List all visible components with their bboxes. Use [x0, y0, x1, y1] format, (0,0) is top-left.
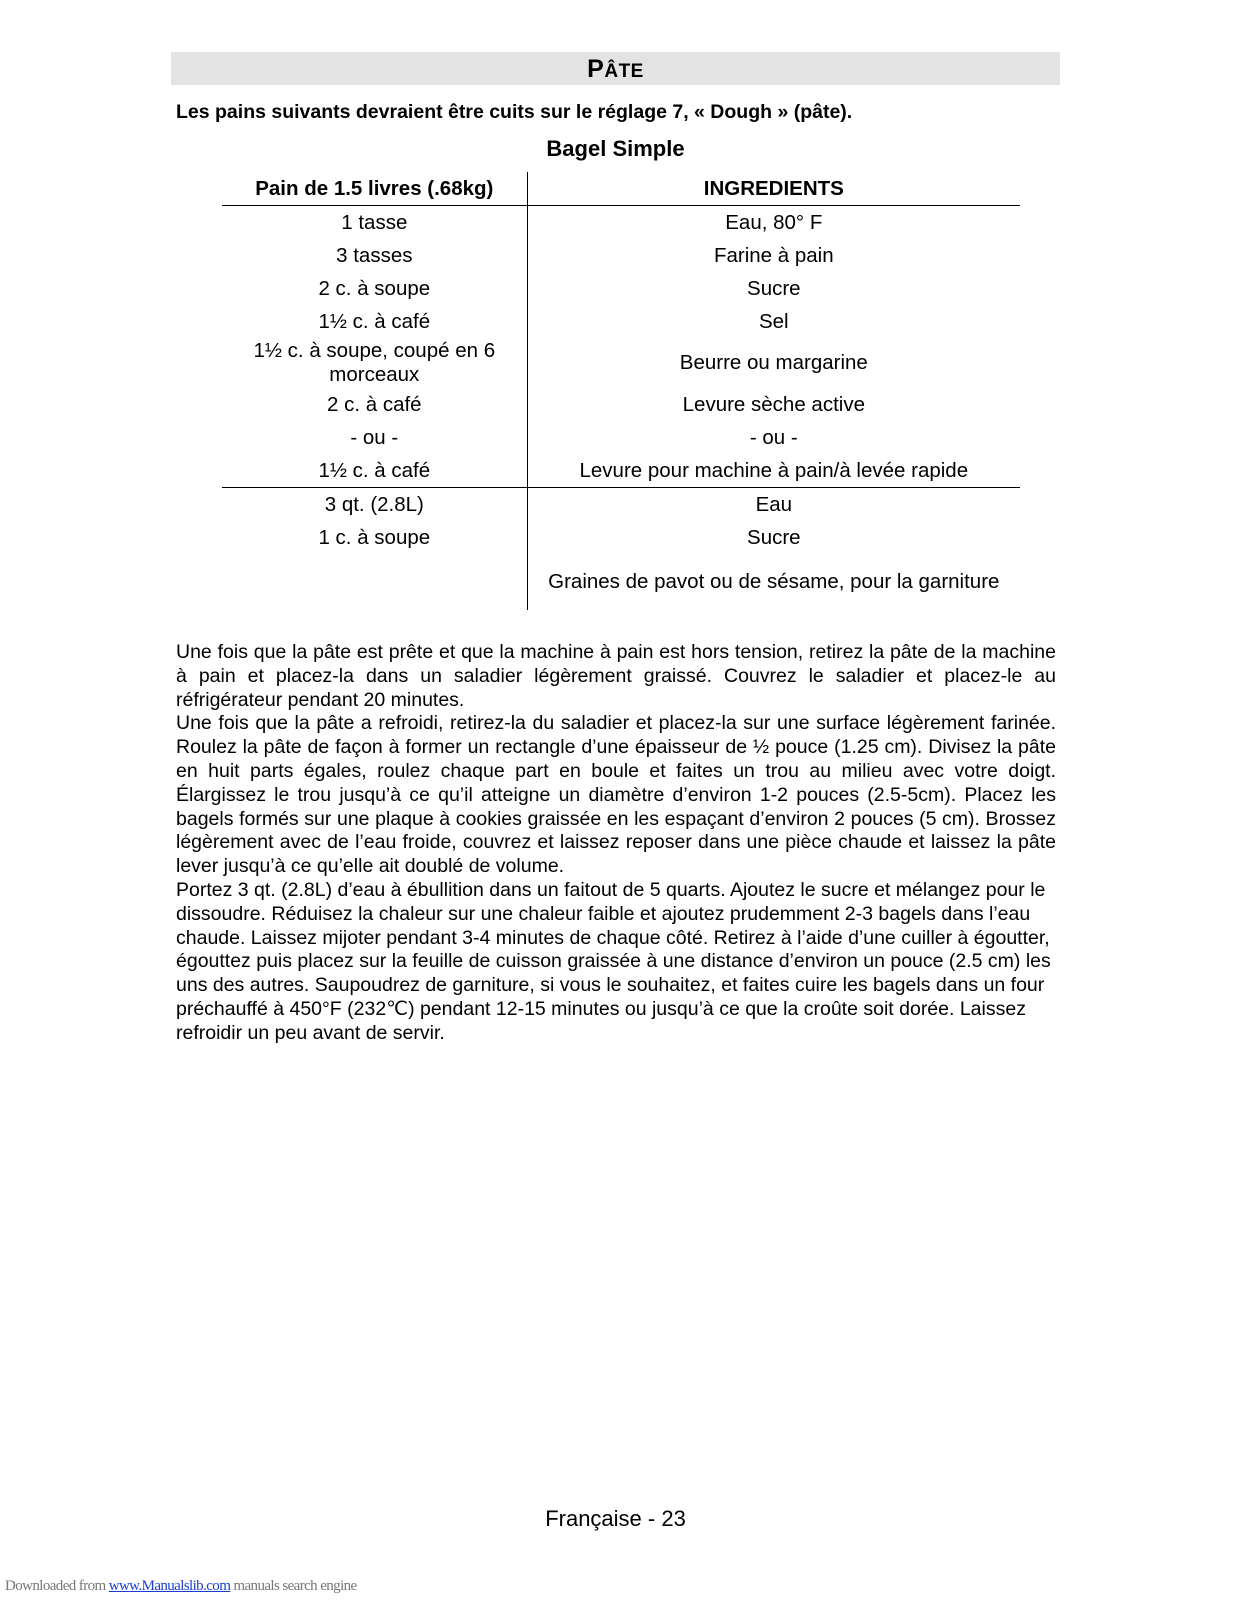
table-row [222, 206, 1020, 240]
quantity-cell: 3 tasses [222, 239, 527, 272]
quantity-cell: 1½ c. à café [222, 305, 527, 338]
download-note [5, 1578, 357, 1595]
table-row [222, 554, 1020, 610]
instruction-paragraph: Portez 3 qt. (2.8L) d’eau à ébullition dans un faitout de 5 quarts. Ajoutez le sucre et mélangez pour le dissoudre. Réduisez la chaleur sur une chaleur faible et ajoutez prudemment 2-3 bagels dans l’eau chaude. Laissez mijoter pendant 3-4 minutes de chaque côté. Retirez à l’aide d’une cuiller à égoutter, égouttez puis placez sur la feuille de cuisson graissée à une distance d’environ un pouce (2.5 cm) les uns des autres. Saupoudrez de garniture, si vous le souhaitez, et faites cuire les bagels dans un four préchauffé à 450°F (232℃) pendant 12-15 minutes ou jusqu’à ce que la croûte soit dorée. Laissez refroidir un peu avant de servir. [176, 878, 1051, 1044]
quantity-cell: 1 c. à soupe [222, 521, 527, 554]
table-row [222, 239, 1020, 272]
quantity-cell: 1 tasse [222, 206, 527, 240]
table-header-row [222, 172, 1020, 206]
ingredient-cell: Levure pour machine à pain/à levée rapide [579, 458, 969, 482]
quantity-cell: 2 c. à soupe [222, 272, 527, 305]
table-row [222, 454, 1020, 488]
table-row [222, 305, 1020, 338]
download-suffix: manuals search engine [230, 1578, 357, 1594]
table-row [222, 488, 1020, 522]
quantity-cell: 3 qt. (2.8L) [222, 488, 527, 522]
ingredient-cell: Farine à pain [713, 243, 834, 267]
ingredients-table [222, 172, 1020, 610]
table-row [222, 521, 1020, 554]
ingredient-cell: - ou - [749, 425, 798, 449]
ingredient-cell: Sucre [747, 525, 801, 549]
quantity-cell: 1½ c. à café [222, 454, 527, 488]
ingredient-cell: Levure sèche active [682, 392, 865, 416]
download-prefix: Downloaded from [5, 1578, 109, 1594]
table-row [222, 421, 1020, 454]
page-footer: Française - 23 [545, 1506, 686, 1531]
column-header-ingredients: INGREDIENTS [527, 172, 1020, 206]
ingredient-cell: Beurre ou margarine [679, 351, 868, 374]
ingredient-cell: Sucre [747, 276, 801, 300]
ingredient-cell: Eau [527, 488, 1020, 522]
ingredient-cell: Eau, 80° F [725, 210, 823, 234]
instruction-paragraph: Une fois que la pâte a refroidi, retirez-la du saladier et placez-la sur une surface légèrement farinée. Roulez la pâte de façon à former un rectangle d’une épaisseur de ½ pouce (1.25 cm). Divisez la pâte en huit parts égales, roulez chaque part en boule et faites un trou au milieu avec votre doigt. Élargissez le trou jusqu’à ce qu’il atteigne un diamètre d’environ 1-2 pouces (2.5-5cm). Placez les bagels formés sur une plaque à cookies graissée en les espaçant d’environ 2 pouces (5 cm). Brossez légèrement avec de l’eau froide, couvrez et laissez reposer dans une pièce chaude et laissez la pâte lever jusqu’à ce qu’elle ait doublé de volume. [176, 712, 1056, 878]
quantity-cell [222, 554, 527, 610]
quantity-cell: - ou - [222, 421, 527, 454]
table-row [222, 388, 1020, 421]
column-header-quantity: Pain de 1.5 livres (.68kg) [222, 172, 527, 206]
table-row [222, 272, 1020, 305]
section-header-rest: ÂTE [604, 61, 644, 82]
quantity-cell: 1½ c. à soupe, coupé en 6 morceaux [222, 338, 527, 388]
section-header-initial: P [587, 55, 605, 83]
manualslib-link[interactable]: www.Manualslib.com [108, 1578, 231, 1594]
intro-text: Les pains suivants devraient être cuits sur le réglage 7, « Dough » (pâte). [176, 101, 853, 123]
ingredient-cell: Graines de pavot ou de sésame, pour la garniture [548, 570, 1000, 593]
section-header [171, 52, 1060, 85]
instruction-paragraph: Une fois que la pâte est prête et que la machine à pain est hors tension, retirez la pâte de la machine à pain et placez-la dans un saladier légèrement graissé. Couvrez le saladier et placez-le au réfrigérateur pendant 20 minutes. [176, 641, 1056, 711]
instructions [176, 641, 1056, 1046]
quantity-cell: 2 c. à café [222, 388, 527, 421]
table-row [222, 338, 1020, 388]
ingredient-cell: Sel [758, 309, 789, 333]
recipe-title: Bagel Simple [546, 136, 685, 161]
